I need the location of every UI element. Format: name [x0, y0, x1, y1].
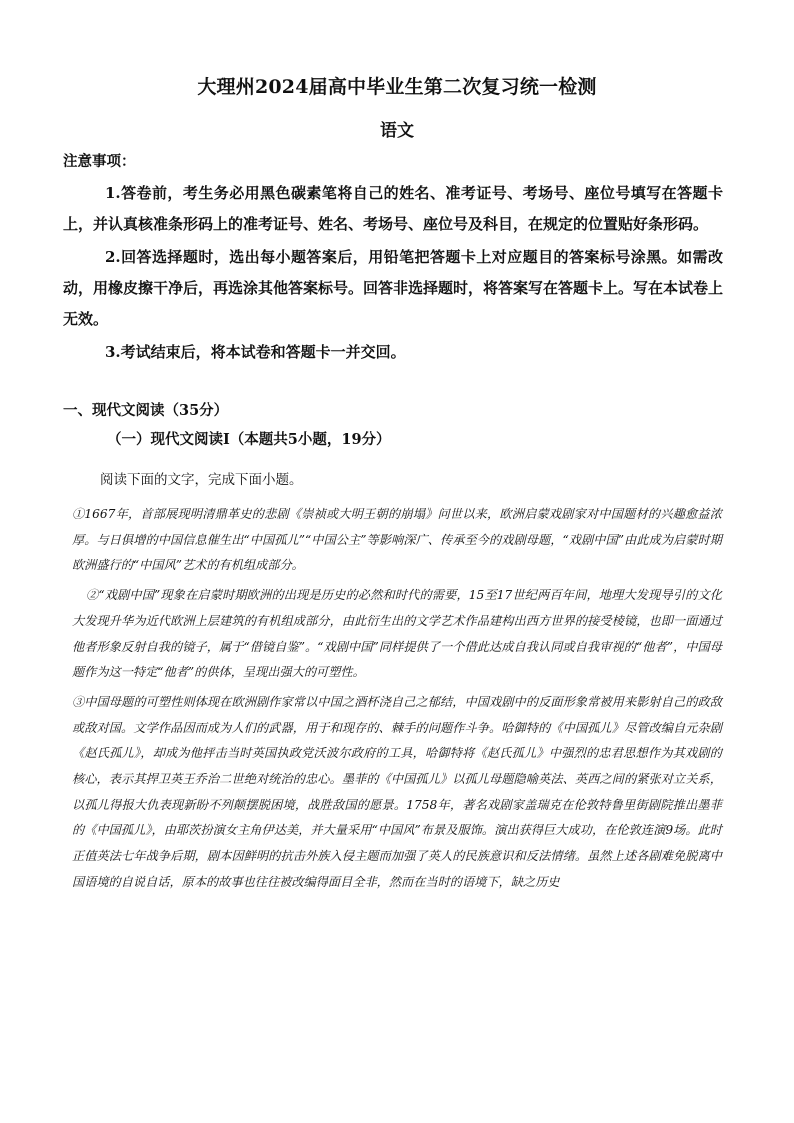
reading-passage [72, 502, 722, 900]
note-item-3: 3.考试结束后，将本试卷和答题卡一并交回。 [105, 343, 406, 361]
notes-list [63, 178, 723, 370]
passage-paragraph-2: ②“戏剧中国”现象在启蒙时期欧洲的出现是历史的必然和时代的需要，15至17世纪两百年间，地理大发现导引的文化大发现升华为近代欧洲上层建筑的有机组成部分，由此衍生出的文学艺术作品建构出西方世界的接受棱镜，也即一面通过他者形象反射自我的镜子，属于“借镜自鉴”。“戏剧中国”同样提供了一个借此达成自我认同或自我审视的“他者”，中国母题作为这一特定“他者”的供体，呈现出强大的可塑性。 [72, 588, 722, 680]
passage-paragraph-3: ③中国母题的可塑性则体现在欧洲剧作家常以中国之酒杯浇自己之郁结，中国戏剧中的反面形象常被用来影射自己的政敌或敌对国。文学作品因而成为人们的武器，用于和现存的、棘手的问题作斗争。哈御特的《中国孤儿》尽管改编自元杂剧《赵氏孤儿》，却成为他抨击当时英国执政党沃波尔政府的工具，哈御特将《赵氏孤儿》中强烈的忠君思想作为其戏剧的核心，表示其捍卫英王乔治二世绝对统治的忠心。墨菲的《中国孤儿》以孤儿母题隐喻英法、英西之间的紧张对立关系，以孤儿得报大仇表现新盼不列颠摆脱困境，战胜敌国的愿景。1758年，著名戏剧家盖瑞克在伦敦特鲁里街剧院推出墨菲的《中国孤儿》，由耶茨扮演女主角伊达美，并大量采用“中国风”布景及服饰。演出获得巨大成功，在伦敦连演9场。此时正值英法七年战争后期，剧本因鲜明的抗击外族入侵主题而加强了英人的民族意识和反法情绪。虽然上述各剧难免脱离中国语境的自说自话，原本的故事也往往被改编得面目全非，然而在当时的语境下，缺之历史 [72, 694, 722, 889]
note-item-2: 2.回答选择题时，选出每小题答案后，用铅笔把答题卡上对应题目的答案标号涂黑。如需改动，用橡皮擦干净后，再选涂其他答案标号。回答非选择题时，将答案写在答题卡上。写在本试卷上无效。 [63, 248, 724, 328]
exam-title: 大理州2024届高中毕业生第二次复习统一检测 [197, 76, 597, 98]
passage-paragraph-1: ①1667年，首部展现明清鼎革史的悲剧《崇祯或大明王朝的崩塌》问世以来，欧洲启蒙戏剧家对中国题材的兴趣愈益浓厚。与日俱增的中国信息催生出“中国孤儿”“中国公主”等影响深广、传承至今的戏剧母题，“戏剧中国”由此成为启蒙时期欧洲盛行的“中国风”艺术的有机组成部分。 [72, 507, 722, 573]
subsection-heading: （一）现代文阅读Ⅰ（本题共5小题，19分） [107, 431, 391, 448]
subject-title: 语文 [380, 121, 414, 141]
section-heading: 一、现代文阅读（35分） [63, 402, 229, 419]
reading-instruction: 阅读下面的文字，完成下面小题。 [100, 472, 303, 488]
note-item-1: 1.答卷前，考生务必用黑色碳素笔将自己的姓名、准考证号、考场号、座位号填写在答题卡上，并认真核准条形码上的准考证号、姓名、考场号、座位号及科目，在规定的位置贴好条形码。 [63, 184, 723, 233]
notes-heading: 注意事项： [63, 153, 136, 170]
